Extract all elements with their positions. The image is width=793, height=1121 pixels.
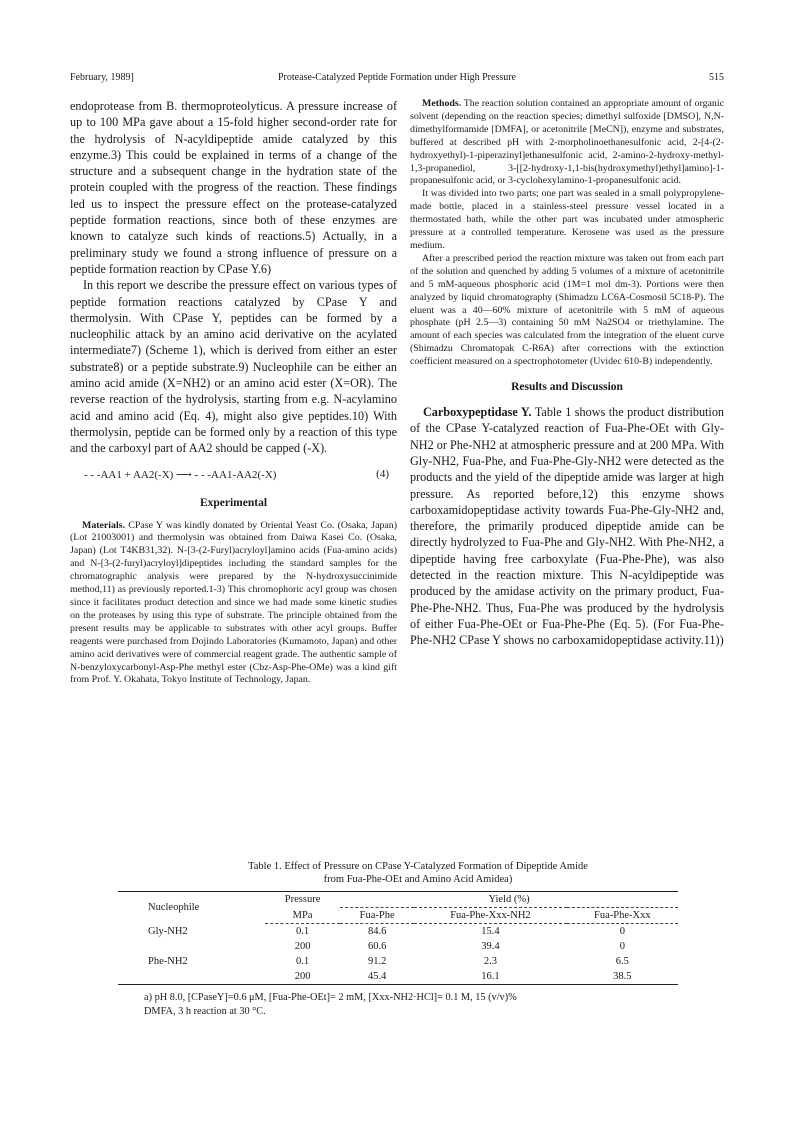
divided-paragraph: It was divided into two parts; one part was sealed in a small polypropylene-made bottle, placed in a stainless-steel pressure vessel located in a thermostated bath, while the other part was incubated under atmospheric pressure at a controlled temperature. Kerosene was used as the pressure medium. [410,188,724,251]
cell-acid: 0 [619,926,625,937]
cell-amide: 2.3 [483,956,497,967]
cell-nucleophile [118,969,265,984]
intro-paragraph-1: endoprotease from B. thermoproteolyticus. A pressure increase of up to 100 MPa gave about a 15-fold higher second-order rate for the hydrolysis of N-acyldipeptide amide catalyzed by this enzyme.3) This could be explained in terms of a change of the structure and a subsequent change in the hydration state of the protein coupled with the progress of the reaction. These findings led us to inspect the pressure effect on the protease-catalyzed peptide formation reactions, since both of these enzymes are known to catalyze such kinds of reactions.5) Actually, in a preliminary study we found a strong influence of pressure on a peptide formation reaction by CPase Y.6) [70,99,397,276]
cell-nucleophile [118,939,265,954]
cell-amide: 16.1 [481,971,500,982]
cpase-text: Table 1 shows the product distribution of the CPase Y-catalyzed reaction of Fua-Phe-OEt with Gly-NH2 or Phe-NH2 at atmospheric pressure and at 200 MPa. With Gly-NH2, Fua-Phe, and Fua-Phe-Gly-NH2 were detected as the products and the yield of the dipeptide amide was larger at high pressure. As reported before,12) this enzyme shows carboxamidopeptidase activity towards Fua-Phe-Gly-NH2 and, therefore, the primarily produced dipeptide amide can be directly hydrolyzed to Fua-Phe and Gly-NH2. With Phe-NH2, a dipeptide having free carboxylate (Fua-Phe-Phe), was also detected in the reaction mixture. This N-acyldipeptide was produced by the amidase activity on the primary product, Fua-Phe-Phe-NH2. Thus, Fua-Phe was produced by the hydrolysis of either Fua-Phe-OEt or Fua-Phe-Phe (Eq. 5). (For Fua-Phe-Phe-NH2 CPase Y shows no carboxamidopeptidase activity.11)) [410,405,725,648]
materials-text: CPase Y was kindly donated by Oriental Yeast Co. (Osaka, Japan) (Lot 21003001) and thermolysin was obtained from Daiwa Kasei Co. (Osaka, Japan) (Lot T4KB31,32). N-[3-(2-Furyl)acryloyl]amino acids (Fua-amino acids) and N-[3-(2-furyl)acryloyl]dipeptides including the standard samples for the chromatographic analysis were prepared by the N-hydroxysuccinimide method,11) as previously reported.1-3) This chromophoric acyl group was chosen since it facilitates product detection and since we had made some kinetic studies on the proteases by using this type of substrate. The principle obtained from the present results may be applicable to substrates with other acyl groups. Buffer reagents were purchased from Dojindo Laboratories (Kumamoto, Japan) and other amino acid derivatives were of commercial reagent grade. The authentic sample of N-benzyloxycarbonyl-Asp-Phe methyl ester (Cbz-Asp-Phe-OMe) was a kind gift from Prof. Y. Okahata, Tokyo Institute of Technology, Japan. [70,519,398,686]
cell-nucleophile: Gly-NH2 [148,925,188,937]
cell-acid: 38.5 [613,971,632,982]
table-caption-line-2: from Fua-Phe-OEt and Amino Acid Amidea) [323,874,513,885]
table-1 [118,860,678,1018]
analysis-paragraph: After a prescribed period the reaction mixture was taken out from each part of the solution and quenched by adding 5 volumes of a mixture of acetonitrile and 5 mM-aqueous phosphoric acid (1M=1 mol dm-3). Portions were then analyzed by liquid chromatography (Shimadzu LC6A-Cosmosil 5C18-P). The eluent was a 40—60% mixture of acetonitrile with 5 mM of aqueous phosphate (pH 2.5—3) containing 50 mM Na2SO4 or triethylamine. The amount of each species was calculated from the integration of the eluent curve (Shimadzu Chromatopak C-R6A) after corrections with the extinction coefficient measured on a spectrophotometer (Uvidec 610-B) independently. [410,252,724,368]
table-row [118,924,678,940]
table-footnote-line-2: DMFA, 3 h reaction at 30 °C. [144,1005,266,1017]
cpase-heading: Carboxypeptidase Y. [423,405,532,420]
cell-mpa: 200 [294,941,311,952]
cell-acid: 0 [619,941,625,952]
cell-mpa: 200 [294,971,311,982]
methods-text: The reaction solution contained an appropriate amount of organic solvent (depending on the reaction species; dimethyl sulfoxide [DMSO], N,N-dimethylformamide [DMFA], or acetonitrile [MeCN]), enzyme and substrates, buffered at described pH with 2-morpholinoethanesulfonic acid, 2-[4-(2-hydroxyethyl)-1-piperazinyl]ethanesulfonic acid, 2-amino-2-hydroxy-methyl-1,3-propanediol, 3-[[2-hydroxy-1,1-bis(hydroxymethyl)ethyl]amino]-1-propanesulfonic acid, or 3-cyclohexylamino-1-propanesulfonic acid. [410,98,724,187]
equation-number: (4) [376,467,389,480]
table-row [118,954,678,969]
header-title: Protease-Catalyzed Peptide Formation under High Pressure [278,72,516,83]
col-header-mpa: MPa [265,908,340,924]
cell-fua-phe: 91.2 [367,956,387,967]
experimental-heading: Experimental [199,496,268,509]
cell-amide: 15.4 [481,926,500,937]
results-heading: Results and Discussion [511,381,623,394]
col-header-fua-phe-xxx-nh2: Fua-Phe-Xxx-NH2 [414,908,566,924]
cell-acid: 6.5 [615,956,629,967]
header-date: February, 1989] [70,72,134,83]
col-header-pressure: Pressure [284,894,321,906]
cell-mpa: 0.1 [296,926,310,937]
col-header-fua-phe-xxx: Fua-Phe-Xxx [567,908,678,924]
table-caption [158,860,678,886]
materials-heading: Materials. [82,519,126,531]
cell-fua-phe: 60.6 [367,941,387,952]
table-row [118,939,678,954]
table-1-grid [118,891,678,985]
methods-paragraph [410,98,724,188]
left-column [70,98,397,687]
table-footnote-line-1: a) pH 8.0, [CPaseY]=0.6 μM, [Fua-Phe-OEt]= 2 mM, [Xxx-NH2·HCl]= 0.1 M, 15 (v/v)% [144,992,517,1003]
table-footnote [144,991,678,1018]
cpase-paragraph [410,404,724,648]
cell-mpa: 0.1 [296,956,310,967]
col-header-nucleophile: Nucleophile [148,902,200,914]
page-number: 515 [709,72,724,83]
right-column [410,98,724,648]
cell-fua-phe: 84.6 [367,926,387,937]
equation-text: - - -AA1 + AA2(-X) ⟶ - - -AA1-AA2(-X) [84,468,277,481]
cell-amide: 39.4 [481,941,500,952]
running-header [70,72,724,86]
intro-paragraph-2: In this report we describe the pressure effect on various types of peptide formation reactions catalyzed by CPase Y and thermolysin. With CPase Y, peptides can be formed by a nucleophilic attack by an amino acid derivative on the acylated intermediate7) (Scheme 1), which is derived from either an ester substrate8) or a peptide substrate.9) Nucleophile can be either an amino acid amide (X=NH2) or an amino acid ester (X=OR). The reverse reaction of the hydrolysis, starting from e.g. N-acylamino acid and amino acid (Eq. 4), might also give peptides.10) With thermolysin, peptide can be formed only by a reaction of this type and the carboxyl part of AA2 should be capped (-X). [70,278,397,456]
col-header-yield: Yield (%) [340,892,678,908]
cell-fua-phe: 45.4 [367,971,387,982]
col-header-fua-phe: Fua-Phe [340,908,414,924]
methods-heading: Methods. [422,98,462,109]
equation-4 [70,466,397,483]
table-caption-line-1: Table 1. Effect of Pressure on CPase Y-Catalyzed Formation of Dipeptide Amide [248,861,588,872]
cell-nucleophile: Phe-NH2 [148,956,188,967]
table-row [118,969,678,984]
materials-paragraph [70,520,397,688]
